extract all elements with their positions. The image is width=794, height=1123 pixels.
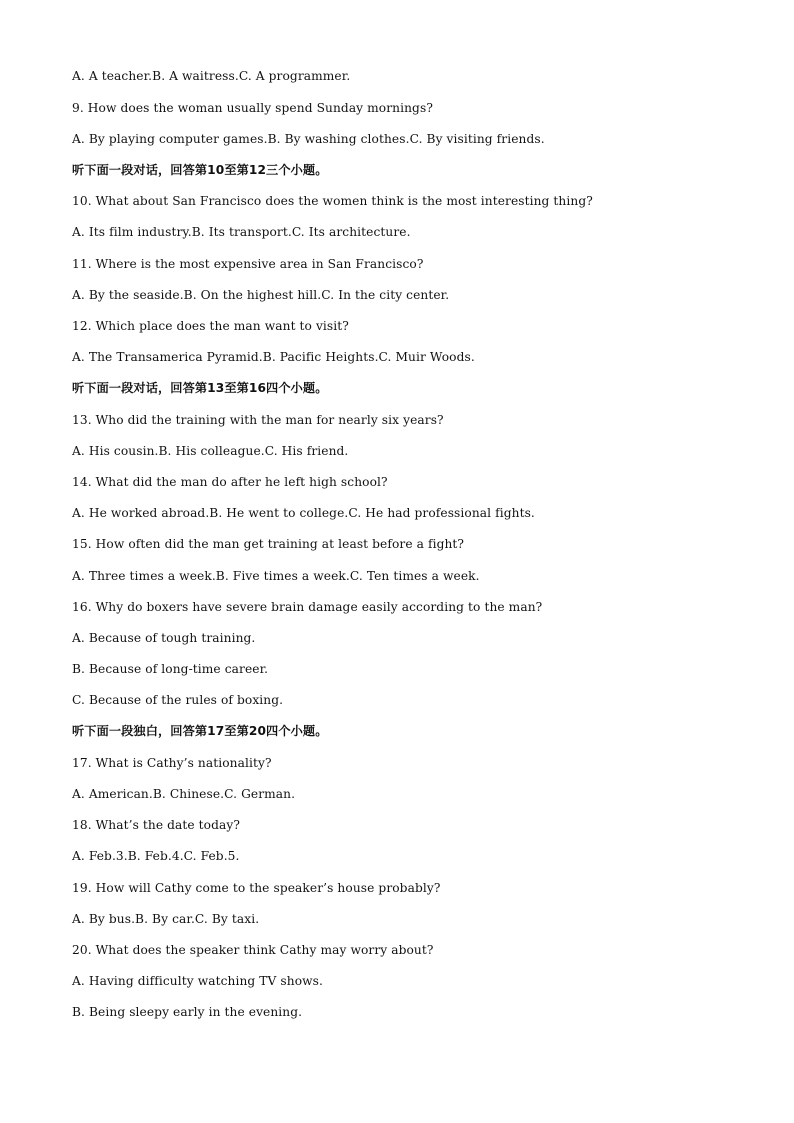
answer-options: A. American.B. Chinese.C. German.	[72, 787, 296, 801]
section-heading: 听下面一段独白，回答第17至第20四个小题。	[72, 724, 328, 738]
answer-options: A. A teacher.B. A waitress.C. A programmer.	[72, 69, 351, 83]
question-12: 12. Which place does the man want to visit?	[72, 319, 349, 333]
question-13: 13. Who did the training with the man for nearly six years?	[72, 413, 444, 427]
answer-options: A. Its film industry.B. Its transport.C. Its architecture.	[72, 225, 411, 239]
answer-option-a: A. Because of tough training.	[72, 631, 256, 645]
answer-option-b: B. Being sleepy early in the evening.	[72, 1005, 303, 1019]
question-16: 16. Why do boxers have severe brain damage easily according to the man?	[72, 600, 543, 614]
answer-options: A. Three times a week.B. Five times a week.C. Ten times a week.	[72, 569, 480, 583]
question-18: 18. What’s the date today?	[72, 818, 241, 832]
question-20: 20. What does the speaker think Cathy may worry about?	[72, 943, 434, 957]
question-15: 15. How often did the man get training at least before a fight?	[72, 537, 465, 551]
section-heading: 听下面一段对话，回答第10至第12三个小题。	[72, 163, 328, 177]
answer-option-c: C. Because of the rules of boxing.	[72, 693, 284, 707]
answer-options: A. His cousin.B. His colleague.C. His friend.	[72, 444, 349, 458]
section-heading: 听下面一段对话，回答第13至第16四个小题。	[72, 381, 328, 395]
question-19: 19. How will Cathy come to the speaker’s house probably?	[72, 881, 441, 895]
answer-options: A. He worked abroad.B. He went to college.C. He had professional fights.	[72, 506, 535, 520]
answer-options: A. By playing computer games.B. By washing clothes.C. By visiting friends.	[72, 132, 545, 146]
question-17: 17. What is Cathy’s nationality?	[72, 756, 272, 770]
question-14: 14. What did the man do after he left high school?	[72, 475, 388, 489]
answer-options: A. The Transamerica Pyramid.B. Pacific Heights.C. Muir Woods.	[72, 350, 475, 364]
answer-options: A. By the seaside.B. On the highest hill.C. In the city center.	[72, 288, 450, 302]
answer-option-b: B. Because of long-time career.	[72, 662, 269, 676]
question-11: 11. Where is the most expensive area in San Francisco?	[72, 257, 424, 271]
question-9: 9. How does the woman usually spend Sunday mornings?	[72, 101, 433, 115]
question-10: 10. What about San Francisco does the women think is the most interesting thing?	[72, 194, 593, 208]
answer-options: A. Feb.3.B. Feb.4.C. Feb.5.	[72, 849, 240, 863]
answer-option-a: A. Having difficulty watching TV shows.	[72, 974, 324, 988]
answer-options: A. By bus.B. By car.C. By taxi.	[72, 912, 260, 926]
